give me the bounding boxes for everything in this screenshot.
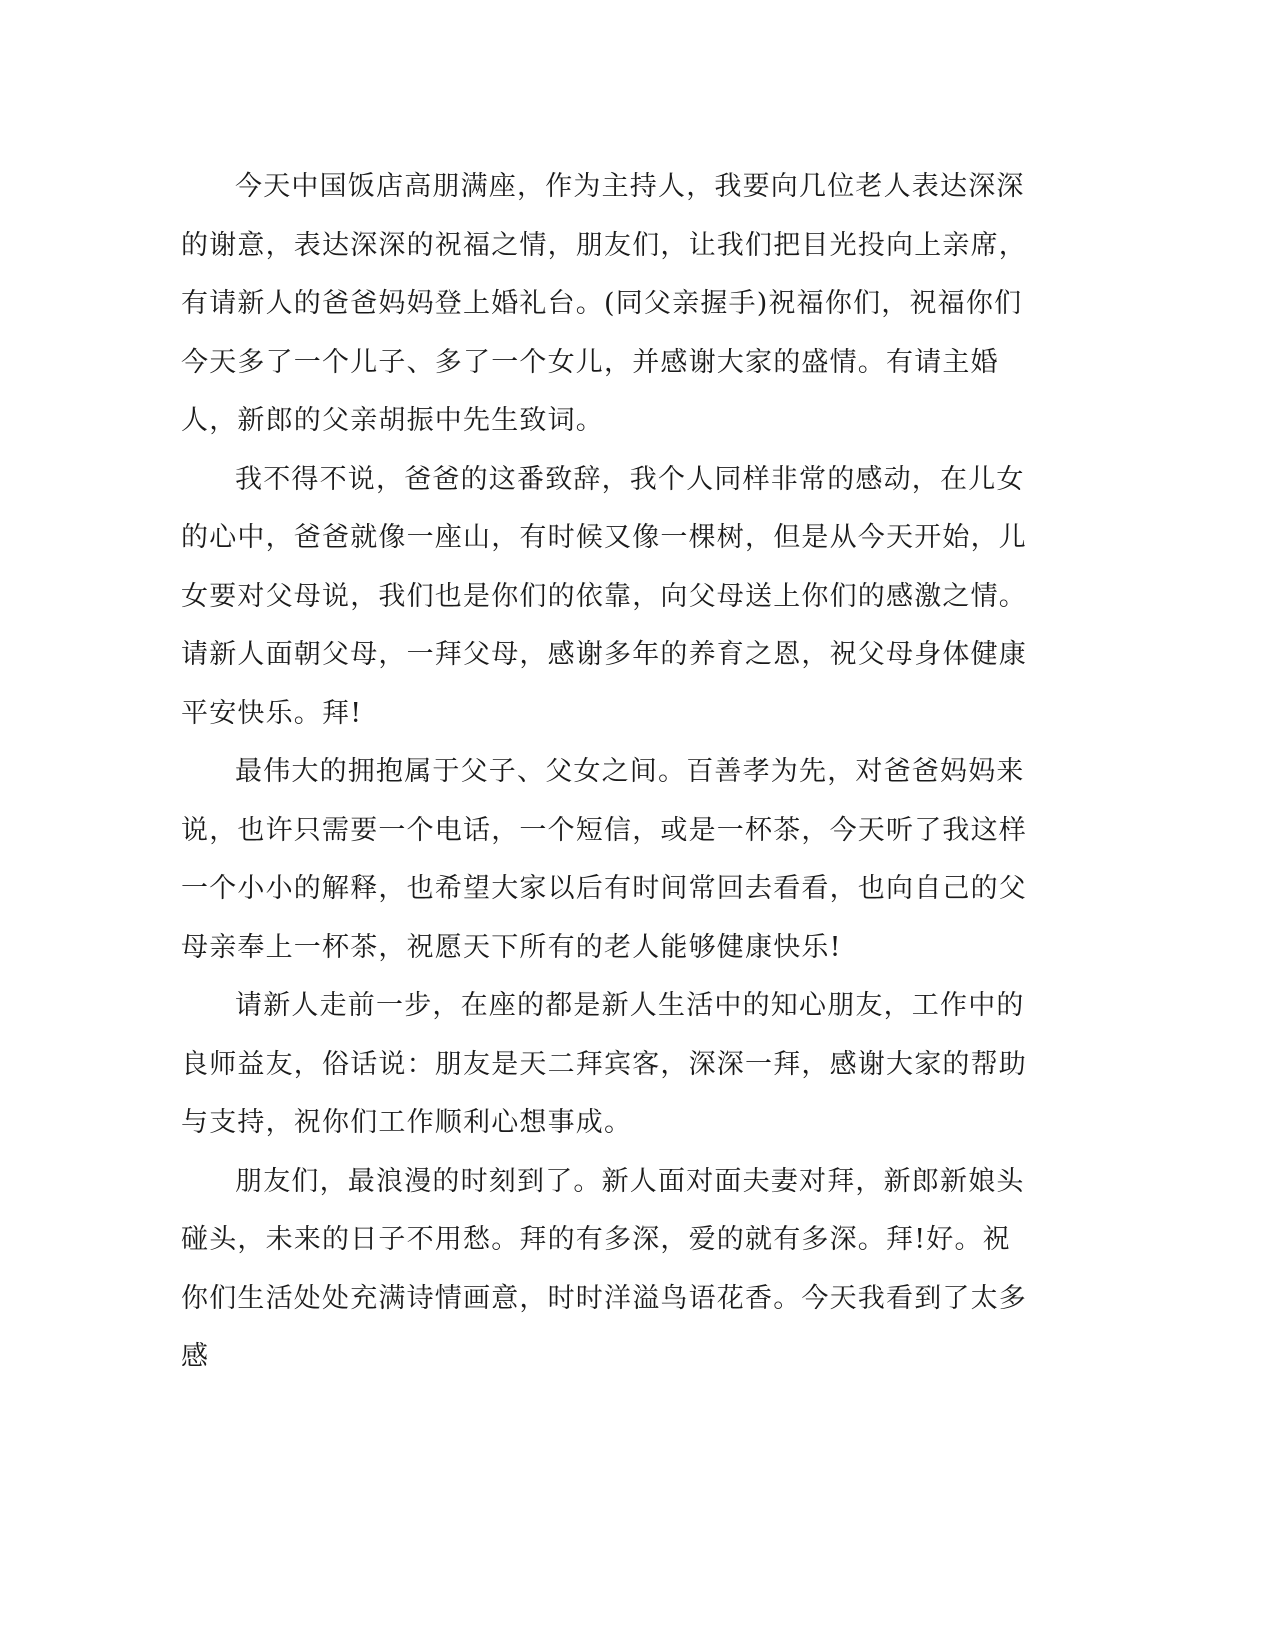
paragraph-1: 今天中国饭店高朋满座，作为主持人，我要向几位老人表达深深的谢意，表达深深的祝福之情，朋友们，让我们把目光投向上亲席，有请新人的爸爸妈妈登上婚礼台。(同父亲握手)祝福你们，祝福你们今天多了一个儿子、多了一个女儿，并感谢大家的盛情。有请主婚人，新郎的父亲胡振中先生致词。 bbox=[181, 171, 1027, 436]
paragraph-3: 最伟大的拥抱属于父子、父女之间。百善孝为先，对爸爸妈妈来说，也许只需要一个电话，一个短信，或是一杯茶，今天听了我这样一个小小的解释，也希望大家以后有时间常回去看看，也向自己的父母亲奉上一杯茶，祝愿天下所有的老人能够健康快乐! bbox=[181, 756, 1027, 963]
document-body bbox=[181, 158, 1031, 1387]
paragraph-5: 朋友们，最浪漫的时刻到了。新人面对面夫妻对拜，新郎新娘头碰头，未来的日子不用愁。拜的有多深，爱的就有多深。拜!好。祝你们生活处处充满诗情画意，时时洋溢鸟语花香。今天我看到了太多感 bbox=[181, 1165, 1027, 1372]
paragraph-2: 我不得不说，爸爸的这番致辞，我个人同样非常的感动，在儿女的心中，爸爸就像一座山，有时候又像一棵树，但是从今天开始，儿女要对父母说，我们也是你们的依靠，向父母送上你们的感激之情。请新人面朝父母，一拜父母，感谢多年的养育之恩，祝父母身体健康平安快乐。拜! bbox=[181, 463, 1027, 729]
paragraph-4: 请新人走前一步，在座的都是新人生活中的知心朋友，工作中的良师益友，俗话说：朋友是天二拜宾客，深深一拜，感谢大家的帮助与支持，祝你们工作顺利心想事成。 bbox=[181, 990, 1027, 1138]
